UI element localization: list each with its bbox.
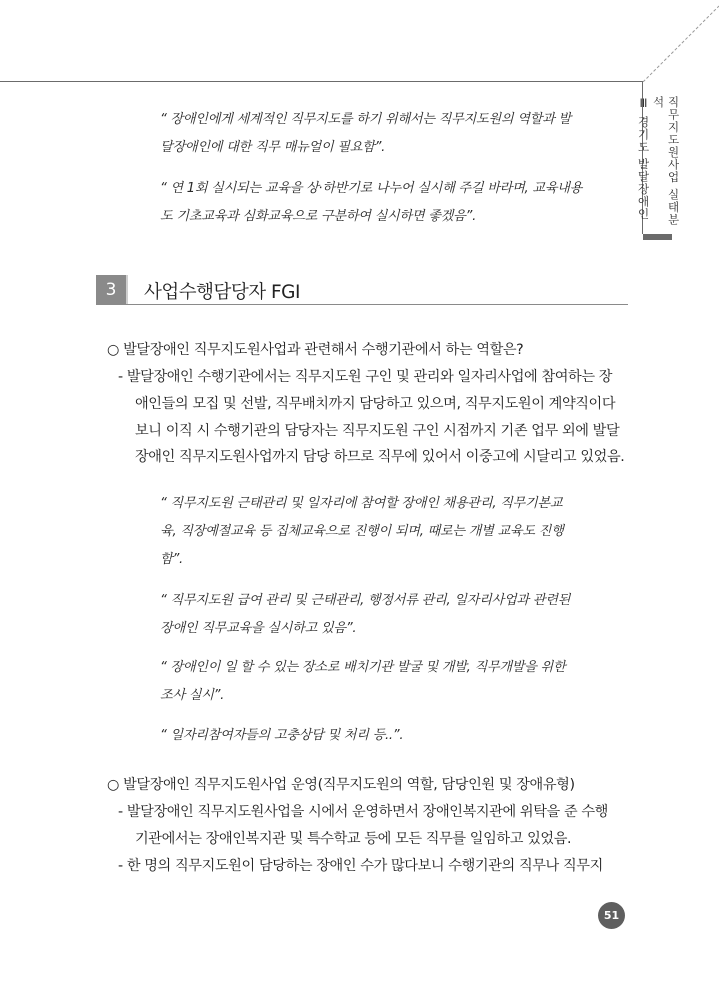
quote-block-5 [160,654,600,710]
answer-block-2 [118,799,628,879]
quote-line: “ 일자리참여자들의 고충상담 및 처리 등..”. [160,728,404,743]
quote-line: “ 연 1회 실시되는 교육을 상⋅하반기로 나누어 실시해 주길 바라며, 교육내용 [160,181,583,196]
header-rule [0,81,643,82]
chapter-tab-bar [643,234,672,240]
section-title: 사업수행담당자 FGI [144,282,300,303]
quote-line: “ 장애인에게 세계적인 직무지도를 하기 위해서는 직무지도원의 역할과 발 [160,112,571,127]
question-heading-2: ○ 발달장애인 직무지도원사업 운영(직무지도원의 역할, 담당인원 및 장애유형) [107,777,575,793]
answer-line: - 발달장애인 수행기관에서는 직무지도원 구인 및 관리와 일자리사업에 참여하는 장 [118,369,613,385]
quote-block-1 [160,106,600,162]
quote-line: “ 직무지도원 근태관리 및 일자리에 참여할 장애인 채용관리, 직무기본교 [160,496,563,511]
chapter-tab-line1: 경기도 발달장애인 [636,115,651,221]
page-number: 51 [598,902,625,929]
quote-line: 장애인 직무교육을 실시하고 있음”. [160,621,357,636]
answer-line: - 한 명의 직무지도원이 담당하는 장애인 수가 많다보니 수행기관의 직무나 직무지 [118,857,603,874]
section-badge-shadow [126,275,128,304]
quote-line: 함”. [160,552,183,567]
quote-line: 조사 실시”. [160,688,225,703]
chapter-side-tab [636,82,681,234]
quote-block-6 [160,722,600,750]
chapter-tab-line2: 직무지도원사업 실태분석 [651,96,681,226]
quote-line: “ 직무지도원 급여 관리 및 근태관리, 행정서류 관리, 일자리사업과 관련된 [160,593,571,608]
quote-line: 달장애인에 대한 직무 매뉴얼이 필요함”. [160,140,386,155]
chapter-tab-text [636,96,681,234]
quote-block-4 [160,587,600,643]
answer-line: - 발달장애인 직무지도원사업을 시에서 운영하면서 장애인복지관에 위탁을 준 수행 [118,804,608,820]
quote-block-2 [160,175,600,231]
section-number-badge: 3 [96,275,126,304]
section-underline [96,304,628,305]
corner-fold-decoration [600,0,719,82]
answer-line: 기관에서는 장애인복지관 및 특수학교 등에 모든 직무를 일임하고 있었음. [135,830,572,847]
answer-line: 애인들의 모집 및 선발, 직무배치까지 담당하고 있으며, 직무지도원이 계약직이다 [135,395,616,412]
quote-line: 도 기초교육과 심화교육으로 구분하여 실시하면 좋겠음”. [160,209,476,224]
answer-block-1 [118,364,628,471]
answer-line: 장애인 직무지도원사업까지 담당 하므로 직무에 있어서 이중고에 시달리고 있었음. [135,449,625,466]
question-heading-1: ○ 발달장애인 직무지도원사업과 관련해서 수행기관에서 하는 역할은? [107,342,524,358]
chapter-tab-numeral: Ⅲ [636,96,651,111]
quote-line: 육, 직장예절교육 등 집체교육으로 진행이 되며, 때로는 개별 교육도 진행 [160,524,564,539]
quote-block-3 [160,490,600,574]
quote-line: “ 장애인이 일 할 수 있는 장소로 배치기관 발굴 및 개발, 직무개발을 위한 [160,660,566,675]
answer-line: 보니 이직 시 수행기관의 담당자는 직무지도원 구인 시점까지 기존 업무 외에 발달 [135,422,620,439]
